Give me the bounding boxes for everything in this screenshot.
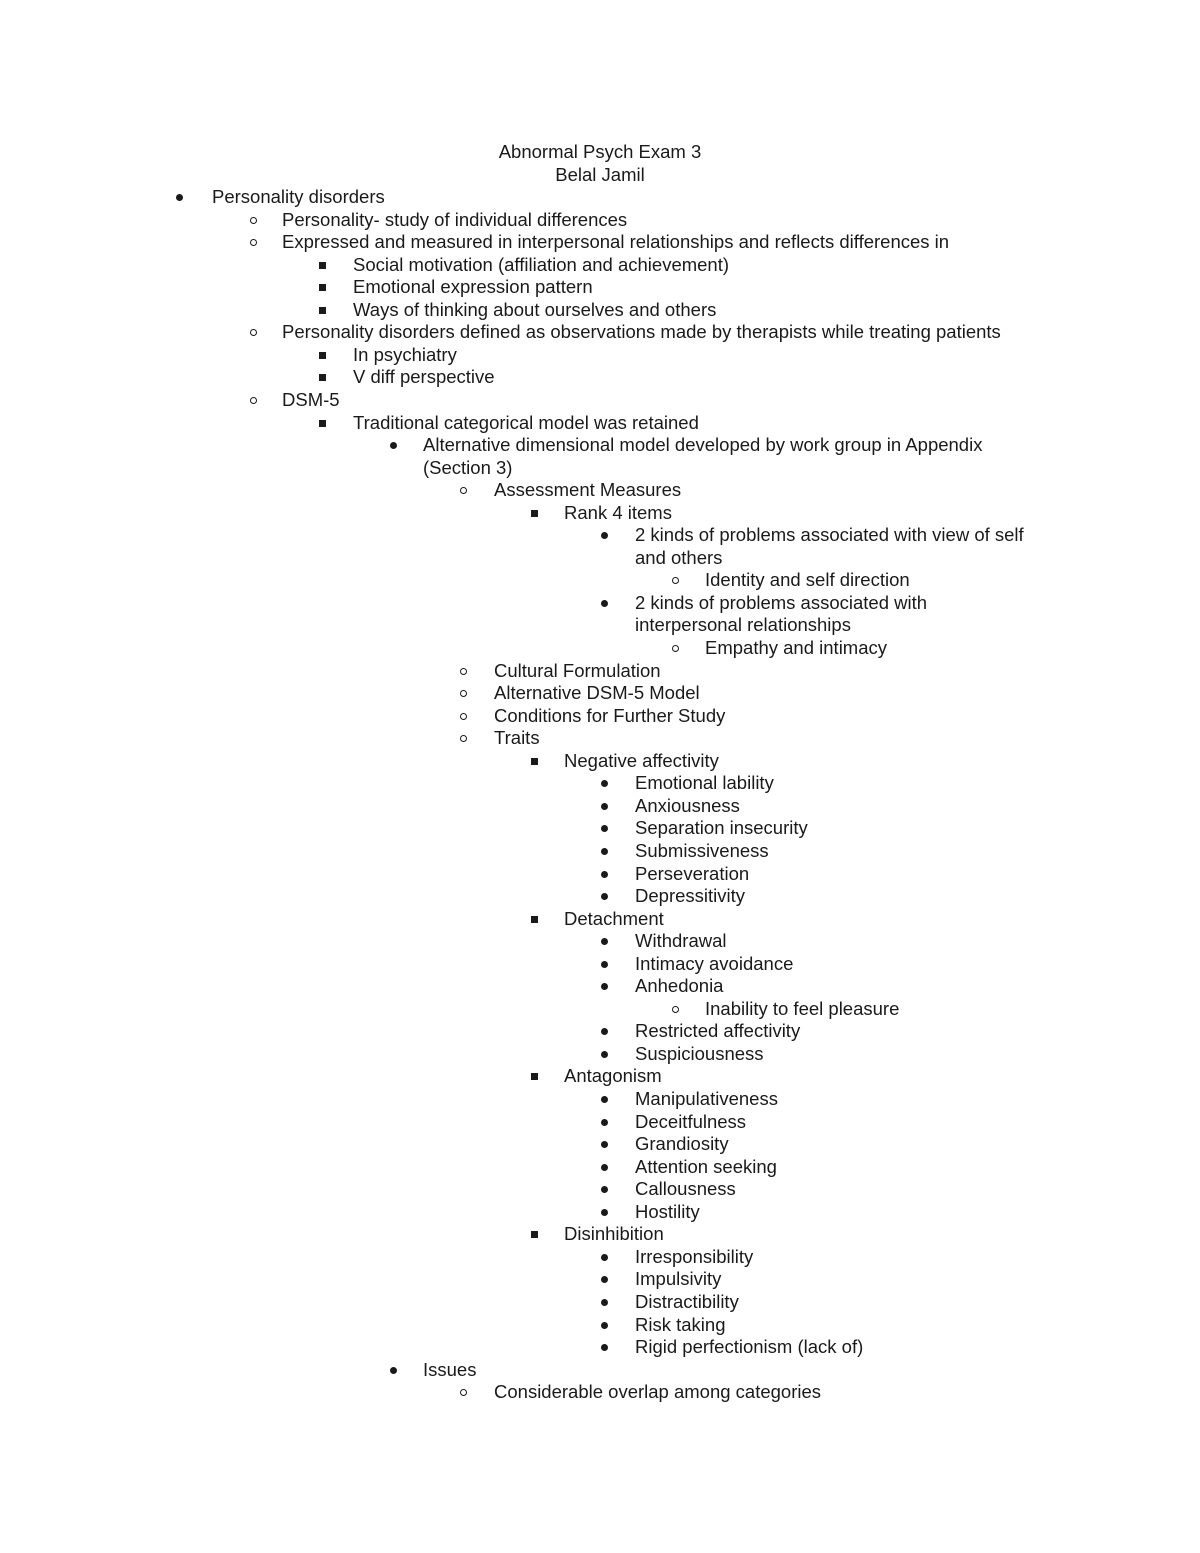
list-item: Emotional expression pattern [353, 276, 593, 298]
list-item: Conditions for Further Study [494, 704, 726, 726]
list-item: Withdrawal [635, 930, 727, 952]
list-item: Disinhibition [564, 1223, 664, 1245]
list-item: Grandiosity [635, 1133, 729, 1155]
list-item: Impulsivity [635, 1268, 722, 1290]
list-item: Assessment Measures [494, 479, 682, 501]
list-item: Issues [423, 1358, 477, 1380]
list-item: Expressed and measured in interpersonal relationships and reflects differences in [282, 231, 950, 253]
list-item: Depressitivity [635, 885, 745, 907]
list-item: Rigid perfectionism (lack of) [635, 1336, 864, 1358]
list-item: Restricted affectivity [635, 1020, 801, 1042]
list-item: DSM-5 [282, 388, 340, 410]
list-item: Separation insecurity [635, 817, 808, 839]
list-item: Traits [494, 727, 540, 749]
list-item: Negative affectivity [564, 749, 719, 771]
list-item-continuation: and others [635, 546, 723, 568]
list-item: Personality disorders [212, 186, 385, 207]
list-item: Rank 4 items [564, 501, 672, 523]
list-item: Inability to feel pleasure [705, 997, 900, 1019]
list-item: Traditional categorical model was retained [353, 411, 699, 433]
list-item: Hostility [635, 1200, 700, 1222]
list-item: Detachment [564, 907, 664, 929]
list-item: Callousness [635, 1178, 736, 1200]
list-item: Perseveration [635, 862, 750, 884]
list-item: Suspiciousness [635, 1042, 764, 1064]
list-item: 2 kinds of problems associated with view of self [635, 524, 1024, 546]
list-item: Manipulativeness [635, 1088, 778, 1109]
list-item: 2 kinds of problems associated with [635, 591, 928, 613]
list-item: Cultural Formulation [494, 659, 661, 681]
list-item: Attention seeking [635, 1155, 777, 1177]
list-item: Submissiveness [635, 839, 769, 861]
list-item: Personality- study of individual differences [282, 208, 628, 230]
list-item: V diff perspective [353, 366, 495, 388]
list-item: Distractibility [635, 1290, 739, 1312]
list-item: Social motivation (affiliation and achievement) [353, 253, 730, 275]
list-item: Alternative DSM-5 Model [494, 682, 700, 704]
list-item: Emotional lability [635, 772, 774, 794]
list-item: Anxiousness [635, 794, 740, 816]
list-item: Considerable overlap among categories [494, 1381, 822, 1403]
list-item: In psychiatry [353, 343, 457, 365]
list-item: Anhedonia [635, 975, 724, 997]
list-item: Identity and self direction [705, 569, 910, 591]
list-item: Antagonism [564, 1065, 662, 1087]
list-item: Empathy and intimacy [705, 637, 888, 658]
list-item: Deceitfulness [635, 1110, 747, 1132]
list-item-continuation: (Section 3) [423, 456, 513, 478]
document-title: Abnormal Psych Exam 3 [498, 141, 702, 162]
document-author: Belal Jamil [555, 164, 645, 185]
list-item: Irresponsibility [635, 1245, 754, 1267]
list-item: Alternative dimensional model developed by work group in Appendix [423, 434, 983, 456]
list-item: Ways of thinking about ourselves and others [353, 298, 717, 320]
list-item: Risk taking [635, 1313, 726, 1335]
list-item-continuation: interpersonal relationships [635, 614, 851, 636]
list-item: Intimacy avoidance [635, 952, 794, 974]
list-item: Personality disorders defined as observations made by therapists while treating patients [282, 321, 1001, 343]
